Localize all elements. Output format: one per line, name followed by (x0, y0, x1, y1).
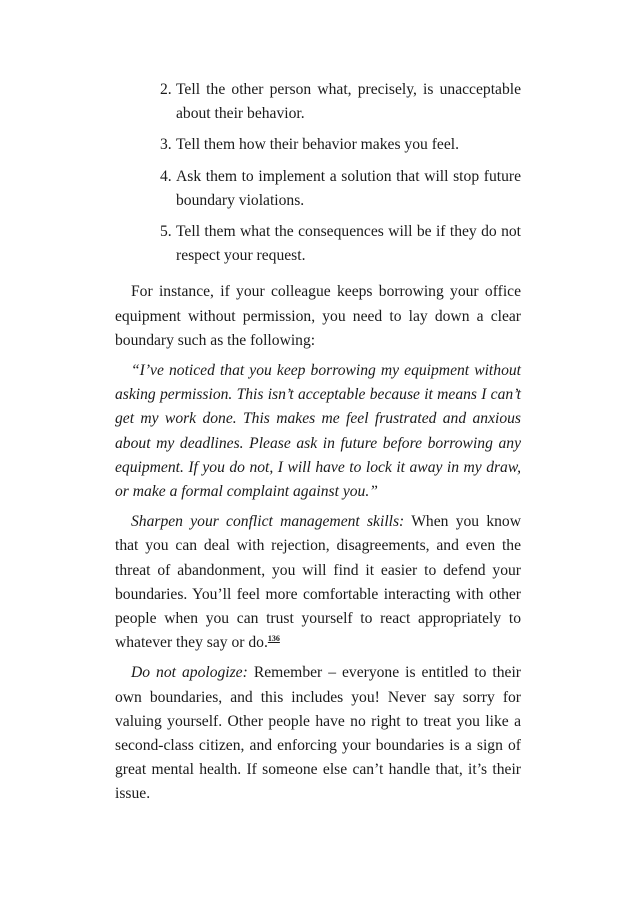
step-text: Tell them what the consequences will be if they do not respect your request. (176, 223, 521, 265)
conflict-skills-body: When you know that you can deal with rejection, disagreements, and even the threat of abandonment, you will find it easier to defend your boundaries. You’ll feel more comfortable interacting with other people when you can trust yourself to react appropriately to whatever they say or do. (115, 513, 521, 652)
page-content (115, 78, 521, 813)
apologize-body: Remember – everyone is entitled to their own boundaries, and this includes you! Never say sorry for valuing yourself. Other people have no right to treat you like a second-class citizen, and enforcing your boundaries is a sign of great mental health. If someone else can’t handle that, it’s their issue. (115, 664, 521, 803)
step-number: 2. (160, 81, 172, 98)
list-item (115, 220, 521, 268)
step-number: 5. (160, 223, 172, 241)
step-text: Tell them how their behavior makes you feel. (176, 136, 459, 154)
footnote-reference[interactable]: 136 (267, 634, 280, 644)
conflict-skills-paragraph (115, 510, 521, 655)
step-text: Ask them to implement a solution that will stop future boundary violations. (176, 167, 521, 209)
numbered-steps-list (115, 78, 521, 268)
list-item (115, 78, 521, 126)
step-number: 3. (160, 136, 172, 154)
list-item (115, 165, 521, 213)
step-number: 4. (160, 167, 172, 185)
apologize-lead: Do not apologize: (131, 664, 248, 682)
example-boundary-quote: “I’ve noticed that you keep borrowing my equipment without asking permission. This isn’t acceptable because it means I can’t get my work done. This makes me feel frustrated and anxious about my deadlines. Please ask in future before borrowing any equipment. If you do not, I will have to lock it away in my draw, or make a formal complaint against you.” (115, 362, 521, 501)
instance-paragraph: For instance, if your colleague keeps borrowing your office equipment without permission, you need to lay down a clear boundary such as the following: (115, 283, 521, 349)
step-text: Tell the other person what, precisely, is unacceptable about their behavior. (176, 81, 521, 123)
apologize-paragraph (115, 661, 521, 806)
list-item (115, 133, 521, 157)
conflict-skills-lead: Sharpen your conflict management skills: (131, 513, 405, 531)
